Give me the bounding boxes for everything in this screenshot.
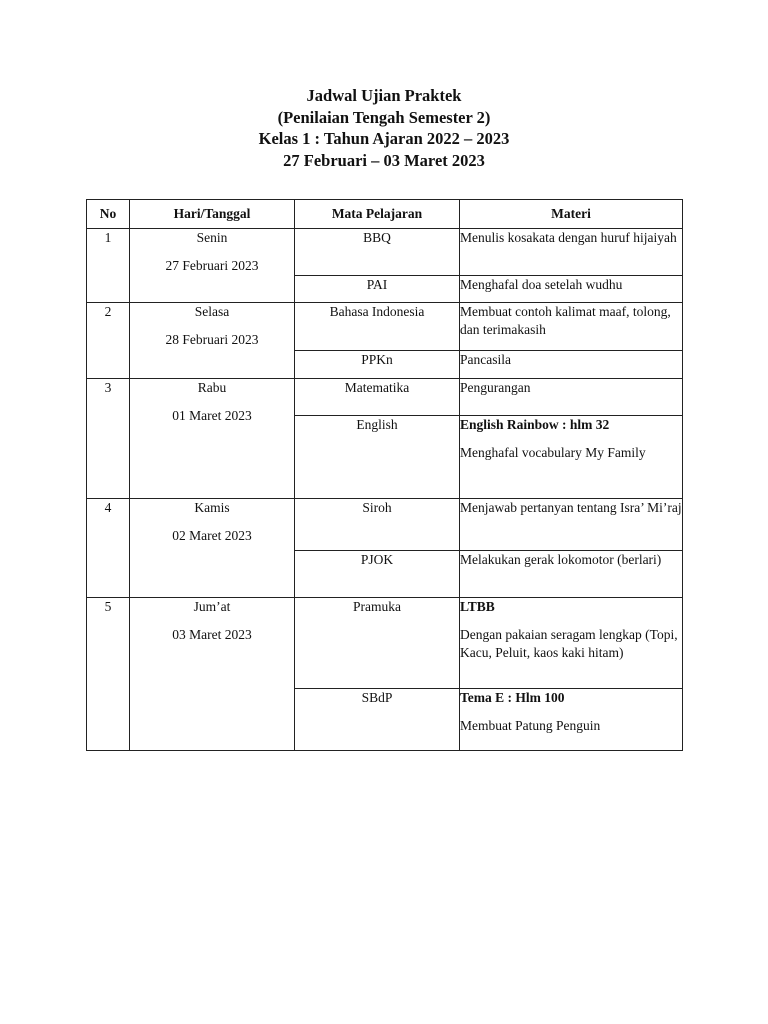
day-date: 03 Maret 2023 [172,627,252,642]
material-cell [460,303,683,351]
material-cell [460,551,683,598]
subject-cell: Siroh [295,499,460,551]
day-cell [130,229,295,303]
day-name: Selasa [194,304,230,319]
table-row [87,499,683,551]
material-text: Membuat contoh kalimat maaf, tolong, dan terimakasih [460,304,671,337]
subject-cell: English [295,416,460,499]
row-number: 4 [87,499,130,598]
material-text: Menulis kosakata dengan huruf hijaiyah [460,230,677,245]
title-line-1: Jadwal Ujian Praktek [306,86,462,105]
document-title [0,85,768,171]
row-number: 5 [87,598,130,751]
material-cell [460,416,683,499]
table-row [87,379,683,416]
material-cell [460,689,683,751]
subject-cell: PJOK [295,551,460,598]
header-material: Materi [460,200,683,229]
material-cell [460,351,683,379]
material-text: Menghafal doa setelah wudhu [460,277,623,292]
subject-cell: Pramuka [295,598,460,689]
day-name: Rabu [197,380,227,395]
exam-schedule-table [86,199,683,751]
table-header-row [87,200,683,229]
day-name: Jum’at [193,599,231,614]
day-name: Senin [196,230,228,245]
material-text: Pengurangan [460,380,531,395]
material-cell [460,276,683,303]
day-cell [130,379,295,499]
material-heading: English Rainbow : hlm 32 [460,417,610,432]
title-line-3: Kelas 1 : Tahun Ajaran 2022 – 2023 [258,129,510,148]
material-cell [460,598,683,689]
day-date: 28 Februari 2023 [165,332,259,347]
material-cell [460,379,683,416]
material-text: Menghafal vocabulary My Family [460,445,646,460]
material-heading: Tema E : Hlm 100 [460,690,565,705]
title-line-2: (Penilaian Tengah Semester 2) [277,107,491,127]
material-text: Menjawab pertanyan tentang Isra’ Mi’raj [460,500,682,515]
header-day: Hari/Tanggal [130,200,295,229]
table-row [87,229,683,276]
title-line-4: 27 Februari – 03 Maret 2023 [283,150,485,170]
header-subject: Mata Pelajaran [295,200,460,229]
subject-cell: PPKn [295,351,460,379]
material-cell [460,499,683,551]
subject-cell: Matematika [295,379,460,416]
material-heading: LTBB [460,599,495,614]
material-text: Dengan pakaian seragam lengkap (Topi, Kacu, Peluit, kaos kaki hitam) [460,627,678,660]
subject-cell: Bahasa Indonesia [295,303,460,351]
material-cell [460,229,683,276]
table-row [87,598,683,689]
material-text: Membuat Patung Penguin [460,718,601,733]
day-date: 27 Februari 2023 [165,258,259,273]
day-date: 02 Maret 2023 [172,528,252,543]
day-name: Kamis [194,500,230,515]
day-cell [130,303,295,379]
material-text: Melakukan gerak lokomotor (berlari) [460,552,662,567]
day-date: 01 Maret 2023 [172,408,252,423]
row-number: 2 [87,303,130,379]
subject-cell: SBdP [295,689,460,751]
subject-cell: PAI [295,276,460,303]
row-number: 1 [87,229,130,303]
day-cell [130,598,295,751]
header-no: No [87,200,130,229]
subject-cell: BBQ [295,229,460,276]
row-number: 3 [87,379,130,499]
material-text: Pancasila [460,352,511,367]
table-row [87,303,683,351]
day-cell [130,499,295,598]
